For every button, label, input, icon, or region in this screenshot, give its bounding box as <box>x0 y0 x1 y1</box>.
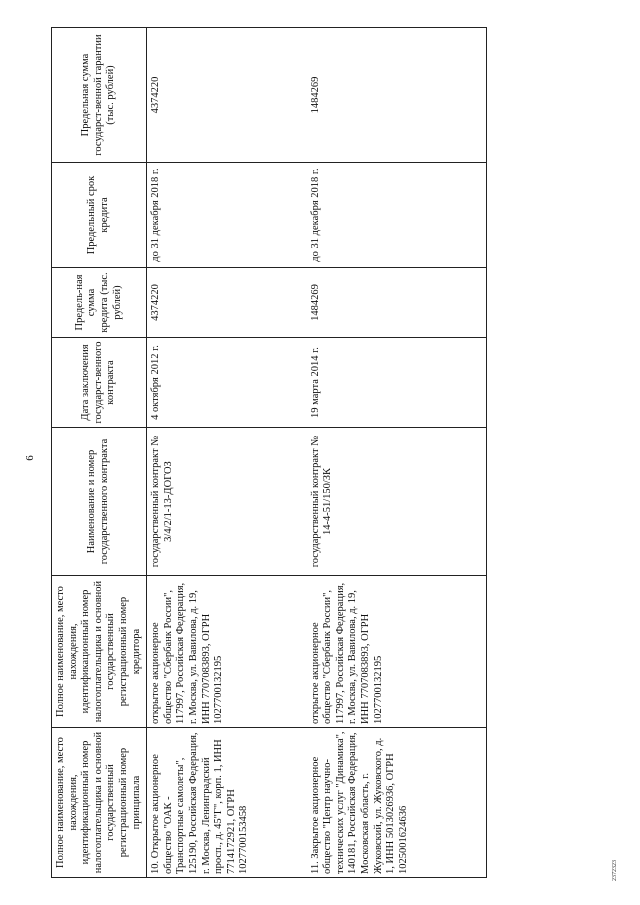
cell-creditor: открытое акционерное общество "Сбербанк России", 117997, Российская Федерация, г. Москва, ул. Вавилова, д. 19, ИНН 7707083893, ОГРН 1027700132195 <box>147 576 307 728</box>
header-creditor: Полное наименование, место нахождения, идентификационный номер налогоплательщика и основной государственный регистрационный номер кредитора <box>52 576 147 728</box>
rotated-content <box>15 28 625 881</box>
cell-principal: 10. Открытое акционерное общество "ОАК - Транспортные самолеты", 125190, Российская Федерация, г. Москва, Ленинградский просп., д. 45"Г", корп. 1, ИНН 7714172921, ОГРН 1027700153458 <box>147 728 307 878</box>
page-number: 6 <box>24 455 36 461</box>
cell-principal: 11. Закрытое акционерное общество "Центр научно-технических услуг "Динамика", 140181, Российская Федерация, Московская область, г. Жуковский, ул. Жуковского, д. 1, ИНН 5013026936, ОГРН 1025001624636 <box>307 728 487 878</box>
cell-creditor: открытое акционерное общество "Сбербанк России", 117997, Российская Федерация, г. Москва, ул. Вавилова, д. 19, ИНН 7707083893, ОГРН 1027700132195 <box>307 576 487 728</box>
table-row <box>147 28 307 878</box>
cell-date: 4 октября 2012 г. <box>147 338 307 428</box>
header-date: Дата заключения государст-венного контракта <box>52 338 147 428</box>
table-row <box>307 28 487 878</box>
cell-contract: государственный контракт № 14-4-51/150/ЗК <box>307 428 487 576</box>
cell-term: до 31 декабря 2018 г. <box>147 163 307 268</box>
cell-credit-sum: 1484269 <box>307 268 487 338</box>
header-term: Предельный срок кредита <box>52 163 147 268</box>
header-principal: Полное наименование, место нахождения, идентификационный номер налогоплательщика и основной государственный регистрационный номер принципала <box>52 728 147 878</box>
header-guarantee-sum: Предельная сумма государст-венной гарантии (тыс. рублей) <box>52 28 147 163</box>
cell-contract: государственный контракт № 3/4/2/1-13-ДОГОЗ <box>147 428 307 576</box>
cell-credit-sum: 4374220 <box>147 268 307 338</box>
document-code: 2372323 <box>612 860 618 881</box>
cell-term: до 31 декабря 2018 г. <box>307 163 487 268</box>
cell-guarantee-sum: 1484269 <box>307 28 487 163</box>
cell-guarantee-sum: 4374220 <box>147 28 307 163</box>
header-contract: Наименование и номер государственного контракта <box>52 428 147 576</box>
table-header-row <box>52 28 147 878</box>
cell-date: 19 марта 2014 г. <box>307 338 487 428</box>
header-credit-sum: Предель-ная сумма кредита (тыс. рублей) <box>52 268 147 338</box>
guarantee-table <box>51 27 487 878</box>
